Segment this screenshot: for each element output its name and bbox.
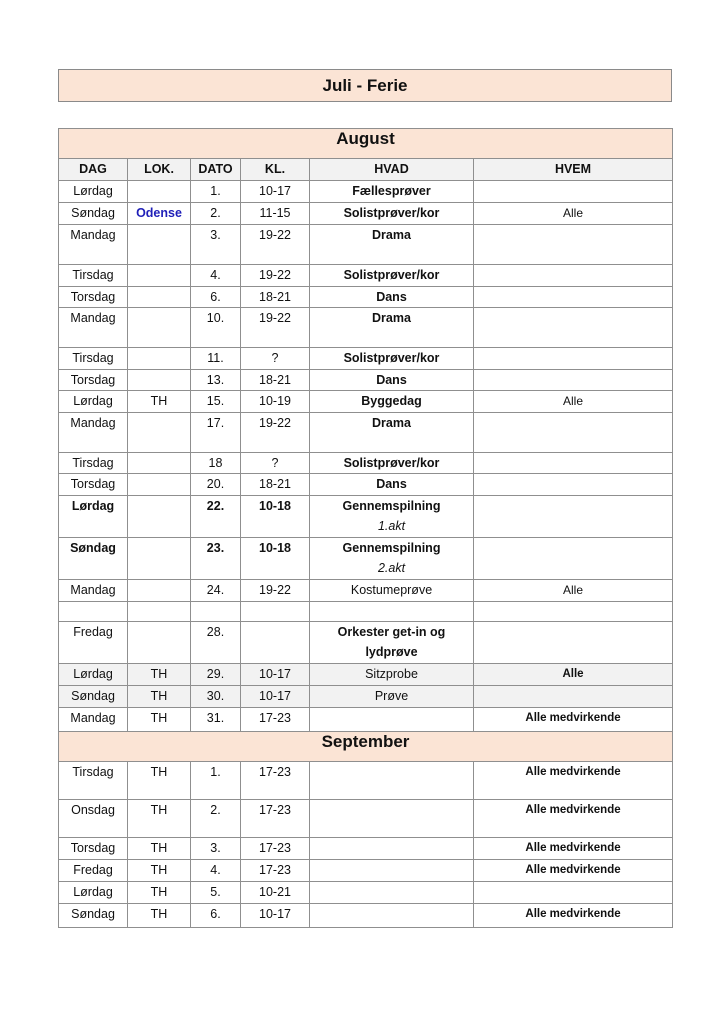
col-lok: LOK.: [128, 159, 191, 181]
table-row: [59, 203, 673, 225]
cell-dato: 13.: [191, 370, 241, 391]
month-header-september: [59, 732, 673, 762]
cell-lok: [128, 538, 191, 580]
cell-hvem: [474, 453, 673, 474]
cell-lok: TH: [128, 686, 191, 708]
table-row: [59, 882, 673, 904]
cell-hvad: Fællesprøver: [310, 181, 474, 203]
cell-dag: Lørdag: [59, 391, 128, 413]
cell-dag: Søndag: [59, 538, 128, 580]
cell-lok: [128, 348, 191, 370]
col-dag: DAG: [59, 159, 128, 181]
cell-hvad: Solistprøver/kor: [310, 203, 474, 225]
cell-dato: 1.: [191, 762, 241, 800]
cell-kl: 17-23: [241, 860, 310, 882]
cell-hvad: Solistprøver/kor: [310, 348, 474, 370]
cell-dag: Fredag: [59, 622, 128, 664]
cell-dato: 15.: [191, 391, 241, 413]
cell-hvad-line2: 1.akt: [377, 519, 406, 533]
table-row: [59, 225, 673, 265]
cell-hvem: [474, 602, 673, 622]
cell-dato: 23.: [191, 538, 241, 580]
cell-hvem: [474, 496, 673, 538]
cell-kl: 10-18: [241, 538, 310, 580]
cell-kl: 18-21: [241, 474, 310, 496]
cell-dag: Mandag: [59, 413, 128, 453]
cell-dato: 6.: [191, 287, 241, 308]
cell-kl: ?: [241, 453, 310, 474]
cell-hvad-line1: Orkester get-in og: [337, 625, 446, 639]
cell-kl: 19-22: [241, 308, 310, 348]
cell-hvem: Alle: [474, 391, 673, 413]
table-row: [59, 904, 673, 928]
cell-dato: 5.: [191, 882, 241, 904]
table-row: [59, 538, 673, 580]
cell-dag: Mandag: [59, 580, 128, 602]
cell-dato: 11.: [191, 348, 241, 370]
table-row: [59, 308, 673, 348]
cell-dato: 1.: [191, 181, 241, 203]
cell-dag: Tirsdag: [59, 348, 128, 370]
table-row: [59, 800, 673, 838]
cell-kl: 18-21: [241, 287, 310, 308]
cell-dag: Lørdag: [59, 882, 128, 904]
table-row: [59, 348, 673, 370]
cell-dag: Tirsdag: [59, 265, 128, 287]
month-name: August: [59, 129, 673, 159]
cell-hvem: [474, 413, 673, 453]
cell-lok: TH: [128, 882, 191, 904]
cell-dato: 18: [191, 453, 241, 474]
cell-hvad: [310, 762, 474, 800]
cell-kl: 10-19: [241, 391, 310, 413]
cell-dato: 22.: [191, 496, 241, 538]
cell-dag: Tirsdag: [59, 762, 128, 800]
cell-lok: [128, 580, 191, 602]
cell-hvad: Solistprøver/kor: [310, 265, 474, 287]
table-row: [59, 708, 673, 732]
col-kl: KL.: [241, 159, 310, 181]
cell-hvem: Alle medvirkende: [474, 860, 673, 882]
cell-lok: [128, 265, 191, 287]
cell-kl: 10-17: [241, 664, 310, 686]
cell-hvad: [310, 882, 474, 904]
table-row: [59, 686, 673, 708]
cell-hvad: Dans: [310, 370, 474, 391]
month-name: September: [59, 732, 673, 762]
table-row: [59, 453, 673, 474]
cell-hvem: [474, 181, 673, 203]
cell-dag: Tirsdag: [59, 453, 128, 474]
cell-dag: Søndag: [59, 904, 128, 928]
cell-hvad: Byggedag: [310, 391, 474, 413]
cell-dag: Torsdag: [59, 370, 128, 391]
cell-kl: [241, 602, 310, 622]
cell-dato: 31.: [191, 708, 241, 732]
table-row: [59, 265, 673, 287]
cell-dato: 2.: [191, 800, 241, 838]
table-row: [59, 391, 673, 413]
table-row: [59, 762, 673, 800]
cell-lok: [128, 622, 191, 664]
table-row-empty: [59, 602, 673, 622]
cell-hvad: [310, 860, 474, 882]
schedule-table: [58, 128, 673, 928]
cell-lok: [128, 370, 191, 391]
cell-hvem: Alle: [474, 580, 673, 602]
cell-hvad: Solistprøver/kor: [310, 453, 474, 474]
cell-hvad: Sitzprobe: [310, 664, 474, 686]
cell-hvem: [474, 348, 673, 370]
table-row: [59, 580, 673, 602]
cell-hvem: Alle medvirkende: [474, 904, 673, 928]
cell-dato: 17.: [191, 413, 241, 453]
cell-kl: 17-23: [241, 762, 310, 800]
cell-hvem: [474, 370, 673, 391]
july-title-banner: [58, 69, 672, 102]
cell-dato: 20.: [191, 474, 241, 496]
cell-kl: 17-23: [241, 800, 310, 838]
cell-hvad: [310, 904, 474, 928]
july-title: Juli - Ferie: [322, 75, 408, 95]
cell-kl: 10-17: [241, 686, 310, 708]
cell-kl: 11-15: [241, 203, 310, 225]
cell-dag: Onsdag: [59, 800, 128, 838]
cell-dato: 24.: [191, 580, 241, 602]
cell-lok: [128, 413, 191, 453]
table-row: [59, 370, 673, 391]
cell-hvem: Alle medvirkende: [474, 762, 673, 800]
cell-lok: TH: [128, 391, 191, 413]
cell-lok: TH: [128, 708, 191, 732]
column-header-row: [59, 159, 673, 181]
col-dato: DATO: [191, 159, 241, 181]
cell-hvad-line1: Gennemspilning: [342, 541, 441, 555]
month-header-august: [59, 129, 673, 159]
cell-hvem: [474, 474, 673, 496]
cell-kl: 10-21: [241, 882, 310, 904]
table-row: [59, 181, 673, 203]
cell-hvem: [474, 287, 673, 308]
cell-kl: [241, 622, 310, 664]
cell-kl: 10-17: [241, 904, 310, 928]
cell-hvem: [474, 882, 673, 904]
cell-hvad: [310, 602, 474, 622]
cell-lok: [128, 287, 191, 308]
cell-dag: Mandag: [59, 225, 128, 265]
cell-hvem: Alle: [474, 664, 673, 686]
cell-kl: 10-18: [241, 496, 310, 538]
cell-hvad-line2: 2.akt: [377, 561, 406, 575]
cell-lok: TH: [128, 664, 191, 686]
table-row: [59, 496, 673, 538]
cell-dato: [191, 602, 241, 622]
cell-dato: 3.: [191, 838, 241, 860]
cell-dato: 6.: [191, 904, 241, 928]
cell-hvad: Dans: [310, 287, 474, 308]
cell-dag: Søndag: [59, 203, 128, 225]
table-row: [59, 474, 673, 496]
cell-lok: [128, 474, 191, 496]
cell-hvem: [474, 686, 673, 708]
cell-dato: 4.: [191, 265, 241, 287]
cell-dag: Lørdag: [59, 496, 128, 538]
cell-lok: TH: [128, 838, 191, 860]
cell-lok: Odense: [128, 203, 191, 225]
table-row: [59, 860, 673, 882]
cell-hvem: Alle medvirkende: [474, 800, 673, 838]
cell-lok: TH: [128, 860, 191, 882]
cell-hvad: [310, 622, 474, 664]
cell-dag: Fredag: [59, 860, 128, 882]
cell-kl: ?: [241, 348, 310, 370]
cell-kl: 17-23: [241, 838, 310, 860]
cell-dag: Søndag: [59, 686, 128, 708]
col-hvem: HVEM: [474, 159, 673, 181]
cell-dato: 28.: [191, 622, 241, 664]
cell-dag: Lørdag: [59, 181, 128, 203]
cell-hvad: Kostumeprøve: [310, 580, 474, 602]
cell-lok: TH: [128, 800, 191, 838]
cell-dag: Torsdag: [59, 287, 128, 308]
cell-lok: [128, 453, 191, 474]
cell-hvem: Alle medvirkende: [474, 838, 673, 860]
cell-hvem: [474, 308, 673, 348]
cell-hvem: [474, 538, 673, 580]
cell-kl: 17-23: [241, 708, 310, 732]
cell-dato: 29.: [191, 664, 241, 686]
cell-hvad: [310, 496, 474, 538]
cell-kl: 10-17: [241, 181, 310, 203]
cell-kl: 19-22: [241, 580, 310, 602]
cell-hvem: Alle: [474, 203, 673, 225]
cell-lok: [128, 496, 191, 538]
cell-hvad: Drama: [310, 413, 474, 453]
cell-dato: 10.: [191, 308, 241, 348]
cell-hvad: [310, 538, 474, 580]
cell-dag: [59, 602, 128, 622]
cell-dag: Mandag: [59, 708, 128, 732]
cell-dag: Torsdag: [59, 474, 128, 496]
cell-hvad-line1: Gennemspilning: [342, 499, 441, 513]
cell-dag: Torsdag: [59, 838, 128, 860]
cell-lok: TH: [128, 904, 191, 928]
table-row: [59, 664, 673, 686]
col-hvad: HVAD: [310, 159, 474, 181]
cell-hvem: [474, 622, 673, 664]
cell-hvem: Alle medvirkende: [474, 708, 673, 732]
table-row: [59, 838, 673, 860]
cell-kl: 18-21: [241, 370, 310, 391]
cell-lok: [128, 602, 191, 622]
cell-hvad-line2: lydprøve: [365, 645, 418, 659]
cell-hvad: [310, 838, 474, 860]
table-row: [59, 413, 673, 453]
cell-kl: 19-22: [241, 413, 310, 453]
cell-hvad: Dans: [310, 474, 474, 496]
cell-hvem: [474, 265, 673, 287]
cell-lok: [128, 181, 191, 203]
table-row: [59, 622, 673, 664]
cell-lok: [128, 225, 191, 265]
cell-lok: [128, 308, 191, 348]
cell-hvad: Drama: [310, 225, 474, 265]
cell-hvad: [310, 800, 474, 838]
cell-hvem: [474, 225, 673, 265]
cell-dag: Lørdag: [59, 664, 128, 686]
cell-kl: 19-22: [241, 265, 310, 287]
table-row: [59, 287, 673, 308]
cell-lok: TH: [128, 762, 191, 800]
cell-hvad: Drama: [310, 308, 474, 348]
cell-dato: 3.: [191, 225, 241, 265]
cell-dato: 4.: [191, 860, 241, 882]
cell-hvad: [310, 708, 474, 732]
cell-dag: Mandag: [59, 308, 128, 348]
cell-dato: 30.: [191, 686, 241, 708]
cell-kl: 19-22: [241, 225, 310, 265]
cell-dato: 2.: [191, 203, 241, 225]
cell-hvad: Prøve: [310, 686, 474, 708]
